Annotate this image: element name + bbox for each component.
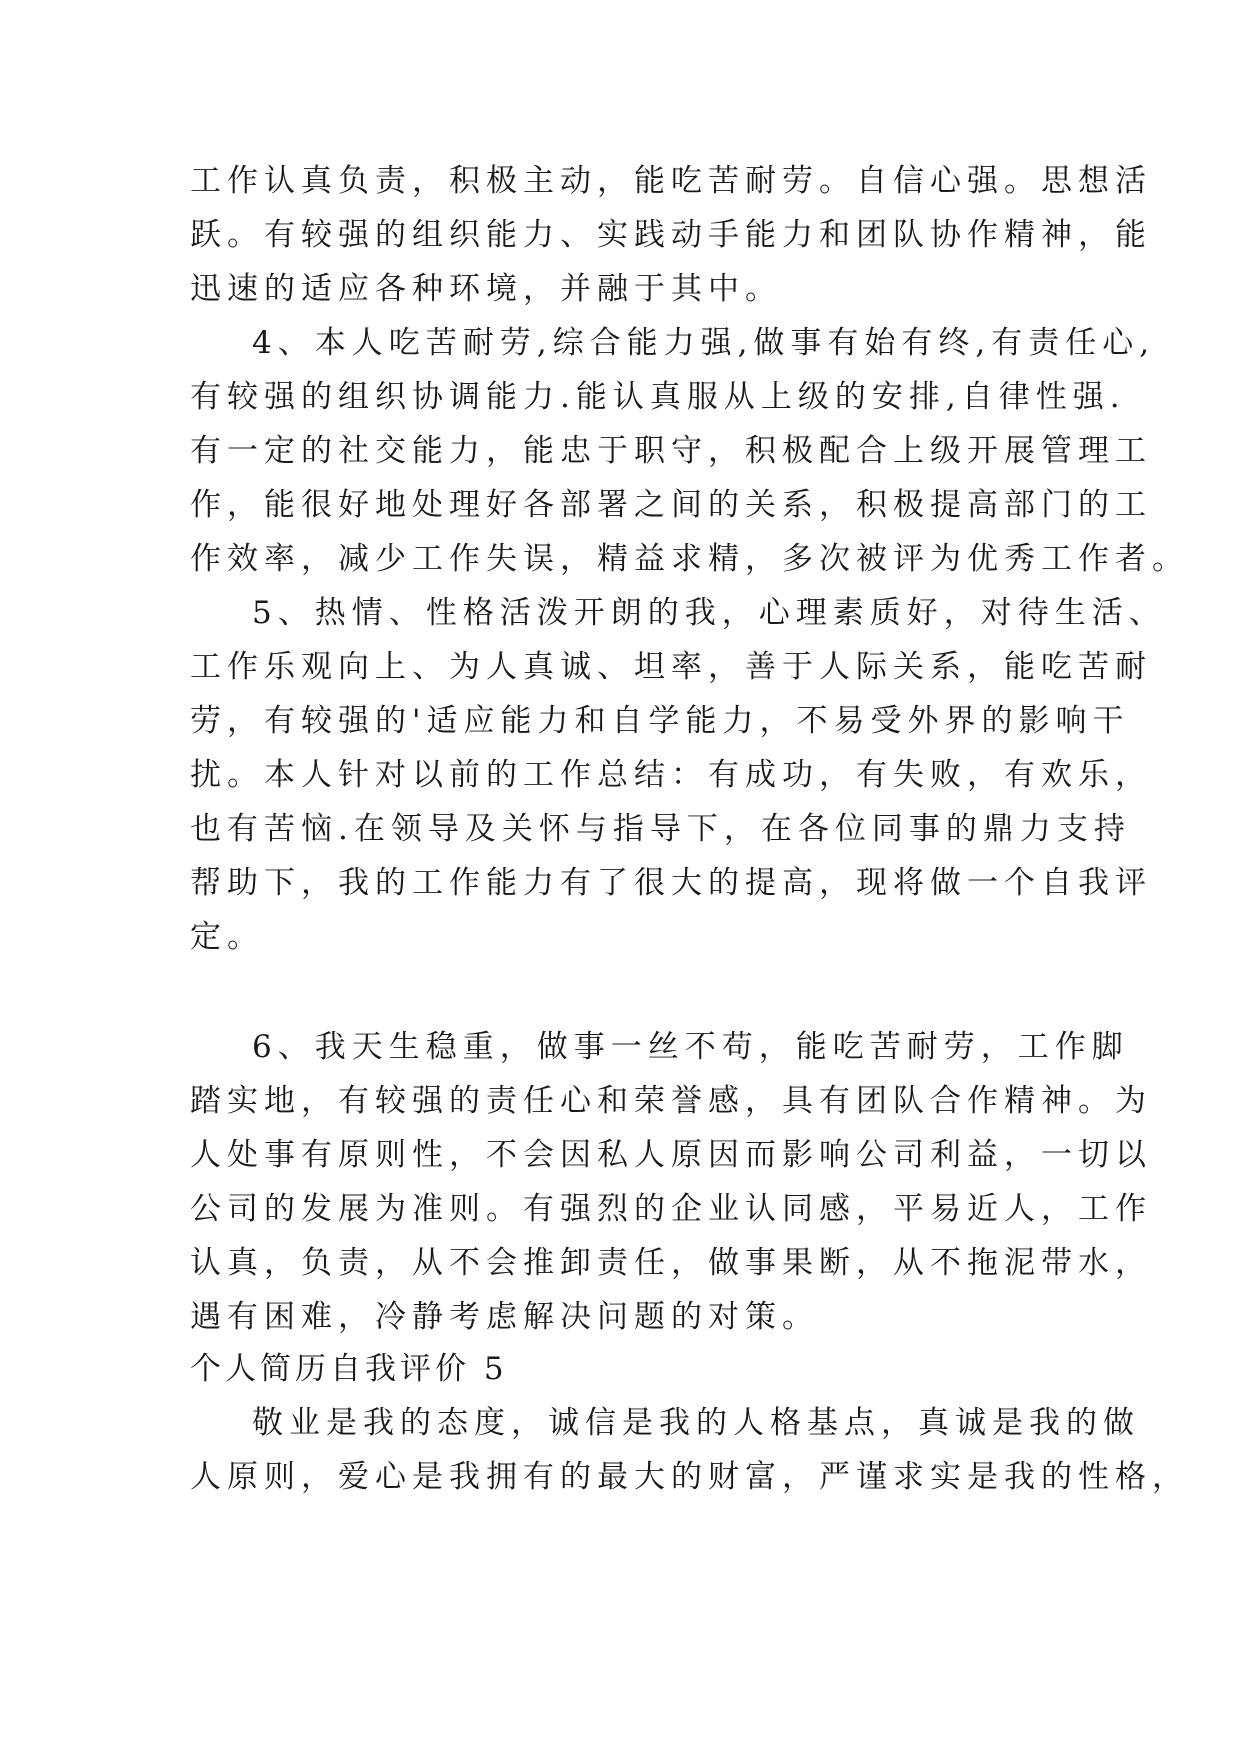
paragraph-line: 踏实地，有较强的责任心和荣誉感，具有团队合作精神。为 <box>190 1083 1152 1119</box>
paragraph-line: 人原则，爱心是我拥有的最大的财富，严谨求实是我的性格， <box>190 1459 1189 1495</box>
paragraph-line: 5、热情、性格活泼开朗的我，心理素质好，对待生活、 <box>252 595 1166 631</box>
paragraph-line: 公司的发展为准则。有强烈的企业认同感，平易近人，工作 <box>190 1191 1152 1227</box>
paragraph-line: 有一定的社交能力，能忠于职守，积极配合上级开展管理工 <box>190 433 1152 469</box>
paragraph-line: 遇有困难，冷静考虑解决问题的对策。 <box>190 1299 819 1335</box>
paragraph-line: 人处事有原则性，不会因私人原因而影响公司利益，一切以 <box>190 1137 1152 1173</box>
paragraph-line: 也有苦恼.在领导及关怀与指导下，在各位同事的鼎力支持 <box>190 811 1131 847</box>
section-heading: 个人简历自我评价 5 <box>190 1351 508 1387</box>
paragraph-line: 工作认真负责，积极主动，能吃苦耐劳。自信心强。思想活 <box>190 163 1152 199</box>
paragraph-line: 帮助下，我的工作能力有了很大的提高，现将做一个自我评 <box>190 865 1152 901</box>
paragraph-line: 工作乐观向上、为人真诚、坦率，善于人际关系，能吃苦耐 <box>190 649 1152 685</box>
paragraph-line: 认真，负责，从不会推卸责任，做事果断，从不拖泥带水， <box>190 1245 1152 1281</box>
paragraph-line: 扰。本人针对以前的工作总结：有成功，有失败，有欢乐， <box>190 757 1152 793</box>
paragraph-line: 跃。有较强的组织能力、实践动手能力和团队协作精神，能 <box>190 217 1152 253</box>
paragraph-line: 敬业是我的态度，诚信是我的人格基点，真诚是我的做 <box>252 1405 1140 1441</box>
paragraph-line: 迅速的适应各种环境，并融于其中。 <box>190 271 782 307</box>
paragraph-line: 作效率，减少工作失误，精益求精，多次被评为优秀工作者。 <box>190 541 1189 577</box>
paragraph-line: 定。 <box>190 919 264 955</box>
paragraph-line: 有较强的组织协调能力.能认真服从上级的安排,自律性强. <box>190 379 1126 415</box>
paragraph-line: 劳，有较强的'适应能力和自学能力，不易受外界的影响干 <box>190 703 1130 739</box>
paragraph-line: 作，能很好地处理好各部署之间的关系，积极提高部门的工 <box>190 487 1152 523</box>
paragraph-line: 6、我天生稳重，做事一丝不苟，能吃苦耐劳，工作脚 <box>252 1029 1129 1065</box>
paragraph-line: 4、本人吃苦耐劳,综合能力强,做事有始有终,有责任心, <box>252 325 1156 361</box>
